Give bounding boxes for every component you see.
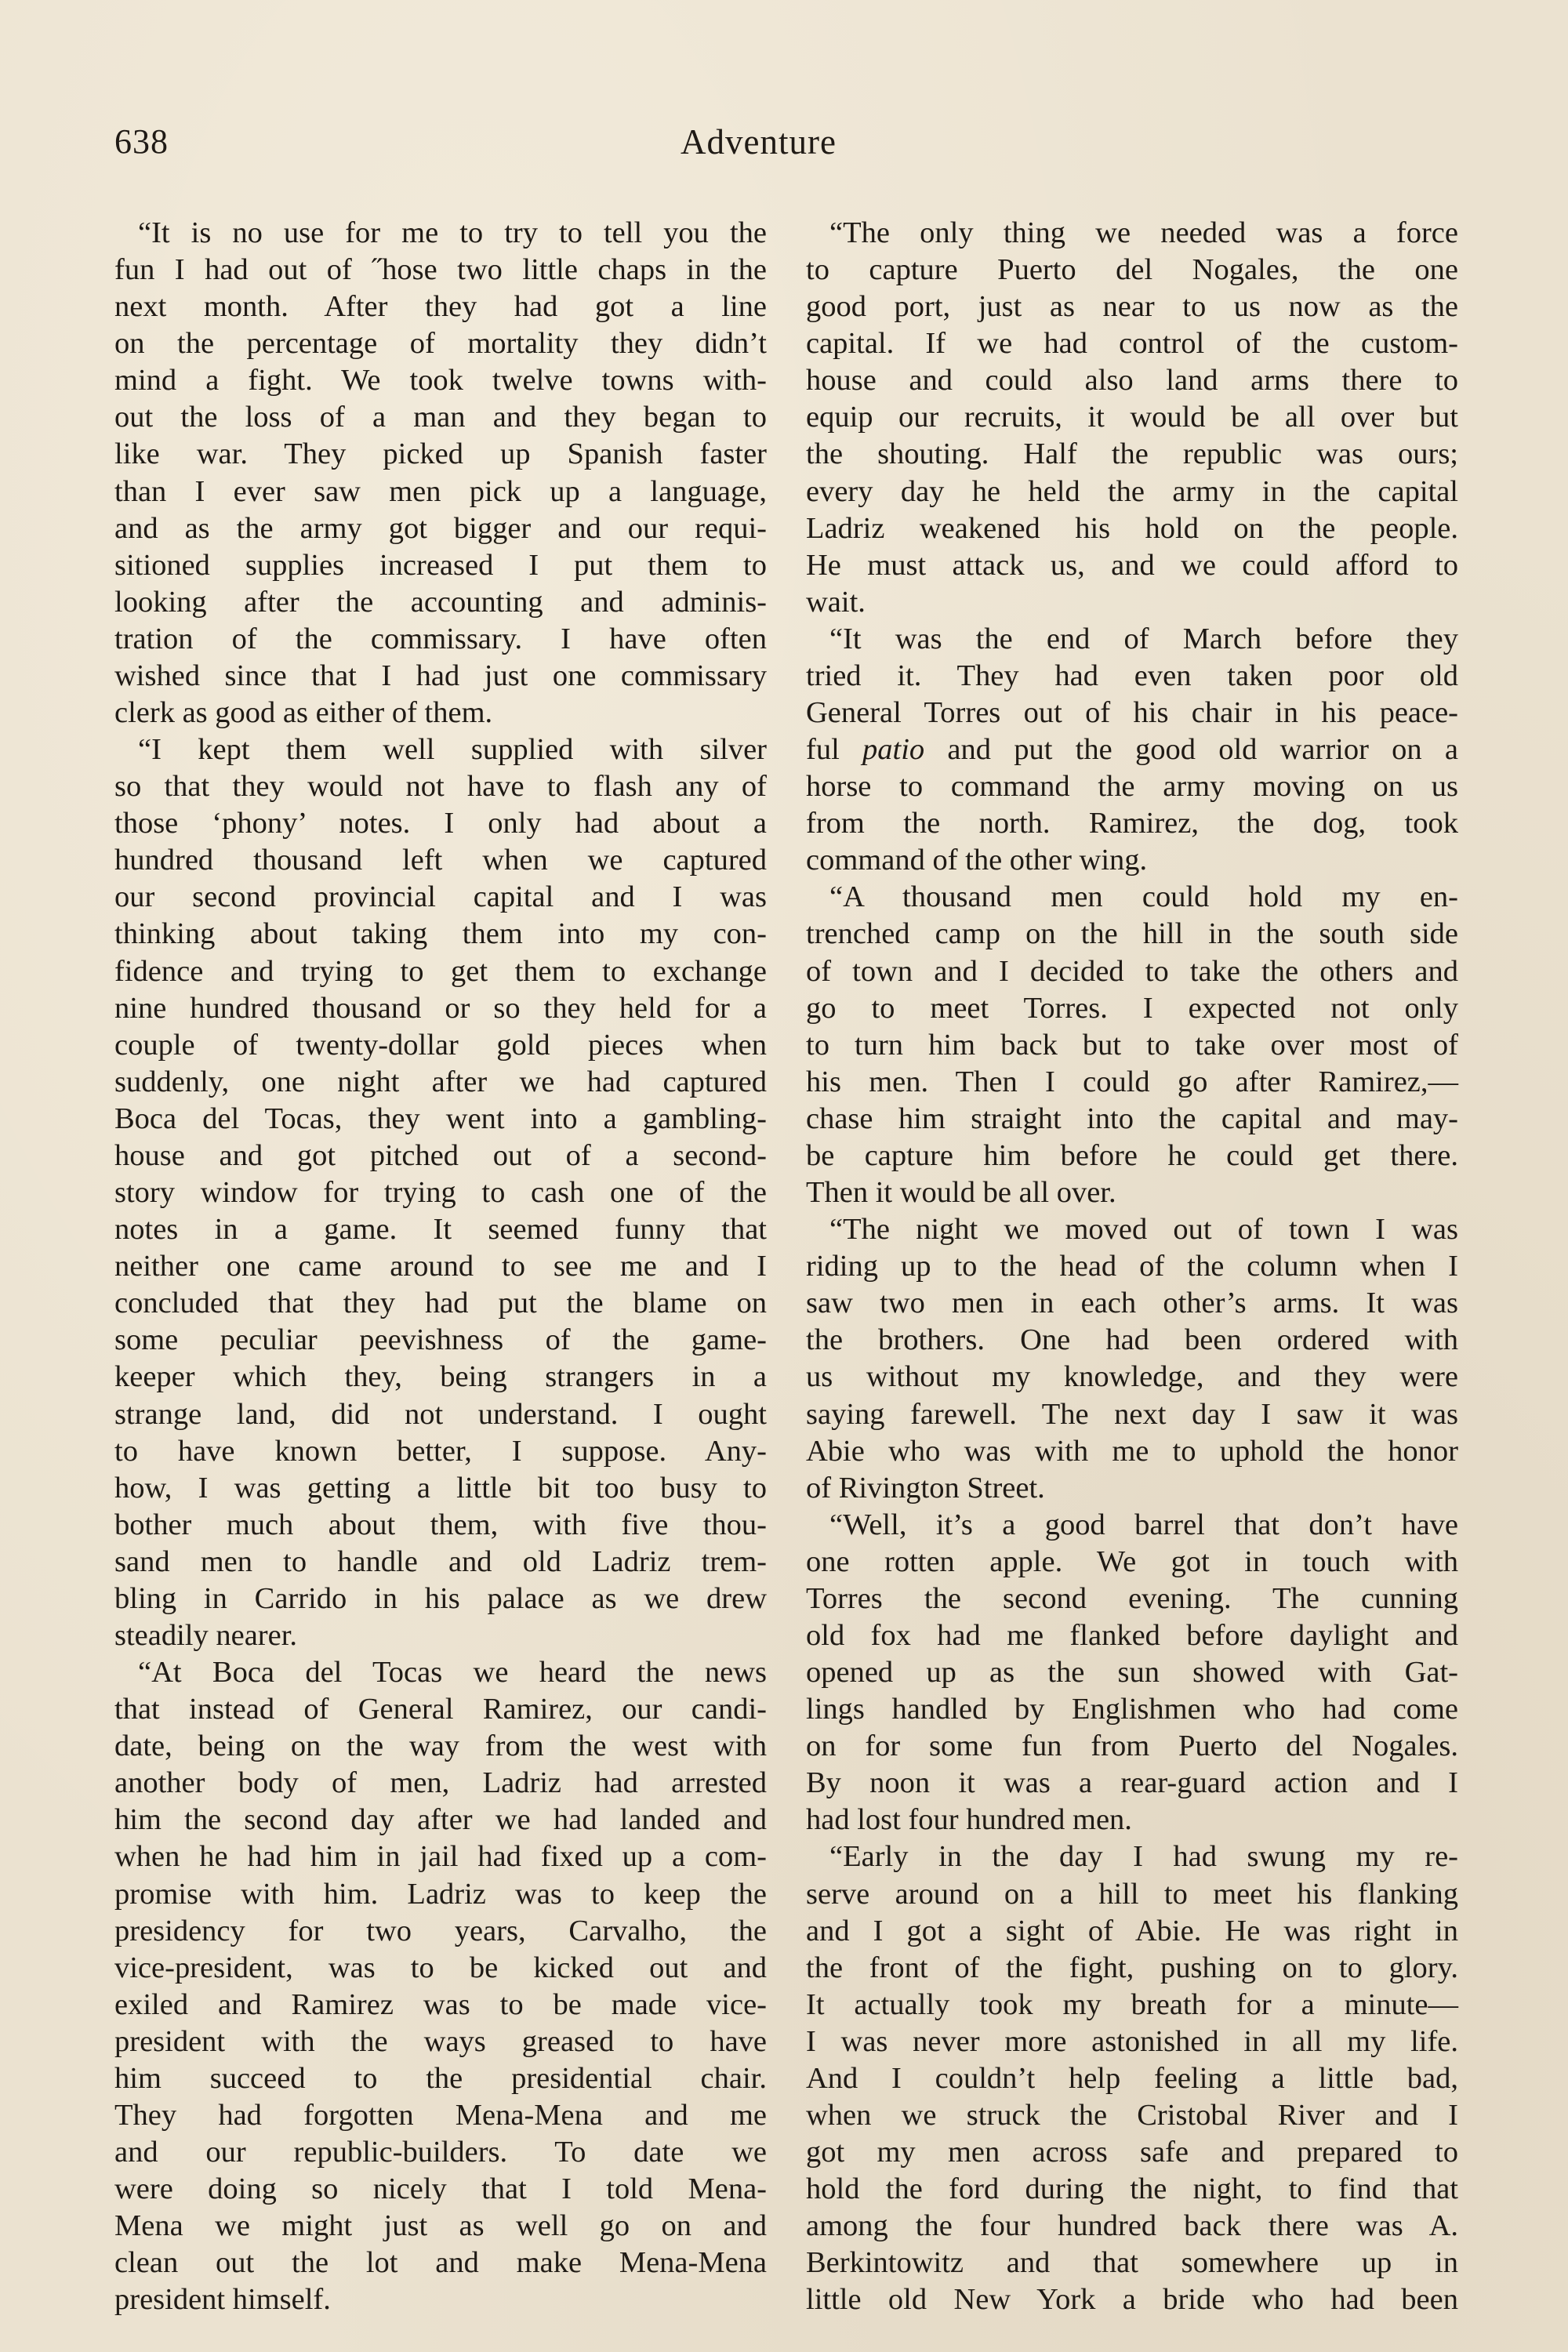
text-line: Ladriz weakened his hold on the people. <box>806 511 1458 545</box>
text-line: They had forgotten Mena-Mena and me <box>114 2098 767 2132</box>
text-line: capital. If we had control of the custom- <box>806 327 1458 361</box>
text-line: house and could also land arms there to <box>806 364 1458 397</box>
text-line: go to meet Torres. I expected not only <box>806 991 1458 1025</box>
text-line: “A thousand men could hold my en- <box>829 880 1458 914</box>
text-line: another body of men, Ladriz had arrested <box>114 1766 767 1800</box>
text-line: so that they would not have to flash any of <box>114 770 767 804</box>
text-line: nine hundred thousand or so they held for a <box>114 991 767 1025</box>
text-line: It actually took my breath for a minute— <box>806 1987 1458 2021</box>
page-number: 638 <box>114 122 169 161</box>
text-line: “It was the end of March before they <box>829 622 1458 655</box>
text-line: us without my knowledge, and they were <box>806 1360 1458 1394</box>
text-line: tration of the commissary. I have often <box>114 622 767 655</box>
text-line: concluded that they had put the blame on <box>114 1287 767 1320</box>
text-line: of town and I decided to take the others and <box>806 954 1458 988</box>
text-line: steadily nearer. <box>114 1618 298 1652</box>
text-column-left <box>114 215 767 2318</box>
text-line: and I got a sight of Abie. He was right in <box>806 1914 1458 1947</box>
text-line: and as the army got bigger and our requi- <box>114 511 767 545</box>
text-line: serve around on a hill to meet his flanking <box>806 1877 1458 1911</box>
text-line: how, I was getting a little bit too busy to <box>114 1471 767 1504</box>
text-line: “It is no use for me to try to tell you the <box>138 216 767 249</box>
text-line: And I couldn’t help feeling a little bad, <box>806 2061 1458 2095</box>
text-line: fidence and trying to get them to exchange <box>114 954 767 988</box>
text-line: bother much about them, with five thou- <box>114 1508 767 1541</box>
text-line: hundred thousand left when we captured <box>114 844 767 877</box>
text-line: General Torres out of his chair in his peace- <box>806 696 1458 730</box>
running-title: Adventure <box>681 122 837 162</box>
text-line: strange land, did not understand. I ought <box>114 1397 767 1431</box>
text-line: president himself. <box>114 2283 331 2317</box>
text-line: “Early in the day I had swung my re- <box>829 1840 1458 1874</box>
text-line: “Well, it’s a good barrel that don’t have <box>829 1508 1458 1541</box>
text-line: suddenly, one night after we had captured <box>114 1065 767 1098</box>
text-line: vice-president, was to be kicked out and <box>114 1951 767 1984</box>
text-line: next month. After they had got a line <box>114 290 767 324</box>
text-line: thinking about taking them into my con- <box>114 917 767 951</box>
text-line: out the loss of a man and they began to <box>114 401 767 434</box>
text-line: bling in Carrido in his palace as we drew <box>114 1581 767 1615</box>
text-line: be capture him before he could get there. <box>806 1138 1458 1172</box>
text-line: our second provincial capital and I was <box>114 880 767 914</box>
text-line: I was never more astonished in all my life. <box>806 2024 1458 2058</box>
text-line: neither one came around to see me and I <box>114 1250 767 1283</box>
text-line: on the percentage of mortality they didn’t <box>114 327 767 361</box>
text-line: of Rivington Street. <box>806 1471 1045 1504</box>
text-line: promise with him. Ladriz was to keep the <box>114 1877 767 1911</box>
text-line: among the four hundred back there was A. <box>806 2209 1458 2243</box>
text-line: story window for trying to cash one of the <box>114 1176 767 1210</box>
text-line: presidency for two years, Carvalho, the <box>114 1914 767 1947</box>
text-line: when he had him in jail had fixed up a com- <box>114 1840 767 1874</box>
text-line: to capture Puerto del Nogales, the one <box>806 253 1458 287</box>
text-line: Mena we might just as well go on and <box>114 2209 767 2243</box>
text-line: wished since that I had just one commissary <box>114 659 767 692</box>
text-line: looking after the accounting and adminis- <box>114 585 767 619</box>
text-line: to turn him back but to take over most of <box>806 1028 1458 1062</box>
text-line: clerk as good as either of them. <box>114 696 493 730</box>
text-line: command of the other wing. <box>806 844 1148 877</box>
text-line: some peculiar peevishness of the game- <box>114 1323 767 1357</box>
text-line: sitioned supplies increased I put them to <box>114 548 767 582</box>
text-line: “I kept them well supplied with silver <box>138 733 767 767</box>
text-line: when we struck the Cristobal River and I <box>806 2098 1458 2132</box>
text-line: to have known better, I suppose. Any- <box>114 1434 767 1468</box>
text-line: were doing so nicely that I told Mena- <box>114 2172 767 2206</box>
text-line: fun I had out of ˝hose two little chaps in the <box>114 253 767 287</box>
text-line: Then it would be all over. <box>806 1176 1116 1210</box>
text-line: Berkintowitz and that somewhere up in <box>806 2246 1458 2280</box>
text-line: one rotten apple. We got in touch with <box>806 1544 1458 1578</box>
text-line: opened up as the sun showed with Gat- <box>806 1656 1458 1690</box>
text-line: equip our recruits, it would be all over but <box>806 401 1458 434</box>
text-line: Torres the second evening. The cunning <box>806 1581 1458 1615</box>
text-line: trenched camp on the hill in the south side <box>806 917 1458 951</box>
page-header <box>0 122 1568 169</box>
text-line: ful patio and put the good old warrior on a <box>806 733 1458 767</box>
text-line: “At Boca del Tocas we heard the news <box>138 1656 767 1690</box>
text-line: from the north. Ramirez, the dog, took <box>806 807 1458 840</box>
text-line: He must attack us, and we could afford to <box>806 548 1458 582</box>
text-line: old fox had me flanked before daylight and <box>806 1618 1458 1652</box>
text-line: Boca del Tocas, they went into a gambling- <box>114 1102 767 1135</box>
text-line: on for some fun from Puerto del Nogales. <box>806 1730 1458 1763</box>
text-line: the front of the fight, pushing on to glory. <box>806 1951 1458 1984</box>
text-line: those ‘phony’ notes. I only had about a <box>114 807 767 840</box>
text-line: that instead of General Ramirez, our candi- <box>114 1693 767 1726</box>
text-line: horse to command the army moving on us <box>806 770 1458 804</box>
text-line: Abie who was with me to uphold the honor <box>806 1434 1458 1468</box>
text-line: keeper which they, being strangers in a <box>114 1360 767 1394</box>
text-line: lings handled by Englishmen who had come <box>806 1693 1458 1726</box>
text-column-right <box>806 215 1458 2318</box>
text-line: By noon it was a rear-guard action and I <box>806 1766 1458 1800</box>
text-line: than I ever saw men pick up a language, <box>114 474 767 508</box>
text-line: couple of twenty-dollar gold pieces when <box>114 1028 767 1062</box>
text-line: him the second day after we had landed and <box>114 1803 767 1837</box>
italic-word: patio <box>862 733 925 767</box>
text-line: sand men to handle and old Ladriz trem- <box>114 1544 767 1578</box>
text-line: saw two men in each other’s arms. It was <box>806 1287 1458 1320</box>
text-line: and our republic-builders. To date we <box>114 2136 767 2169</box>
text-line: notes in a game. It seemed funny that <box>114 1213 767 1247</box>
text-line: president with the ways greased to have <box>114 2024 767 2058</box>
text-line: saying farewell. The next day I saw it was <box>806 1397 1458 1431</box>
text-line: like war. They picked up Spanish faster <box>114 437 767 471</box>
text-line: little old New York a bride who had been <box>806 2283 1458 2317</box>
text-line: tried it. They had even taken poor old <box>806 659 1458 692</box>
text-line: date, being on the way from the west with <box>114 1730 767 1763</box>
text-line: “The night we moved out of town I was <box>829 1213 1458 1247</box>
text-line: house and got pitched out of a second- <box>114 1138 767 1172</box>
text-line: him succeed to the presidential chair. <box>114 2061 767 2095</box>
text-line: mind a fight. We took twelve towns with- <box>114 364 767 397</box>
text-line: “The only thing we needed was a force <box>829 216 1458 249</box>
text-line: the shouting. Half the republic was ours; <box>806 437 1458 471</box>
text-line: wait. <box>806 585 866 619</box>
text-line: riding up to the head of the column when I <box>806 1250 1458 1283</box>
text-line: exiled and Ramirez was to be made vice- <box>114 1987 767 2021</box>
text-line: chase him straight into the capital and may- <box>806 1102 1458 1135</box>
text-line: clean out the lot and make Mena-Mena <box>114 2246 767 2280</box>
text-line: his men. Then I could go after Ramirez,— <box>806 1065 1458 1098</box>
text-line: every day he held the army in the capital <box>806 474 1458 508</box>
text-line: had lost four hundred men. <box>806 1803 1132 1837</box>
text-line: the brothers. One had been ordered with <box>806 1323 1458 1357</box>
text-line: good port, just as near to us now as the <box>806 290 1458 324</box>
text-line: got my men across safe and prepared to <box>806 2136 1458 2169</box>
text-line: hold the ford during the night, to find that <box>806 2172 1458 2206</box>
